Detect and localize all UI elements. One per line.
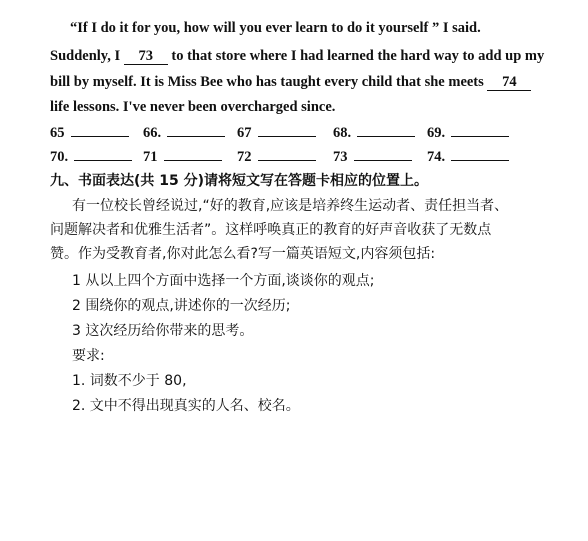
answer-slot: 69. [427,122,509,142]
answer-slot: 67 [237,122,316,142]
passage-line-3 [50,72,531,92]
answer-line [451,122,509,137]
prompt-line: 问题解决者和优雅生活者”。这样呼唤真正的教育的好声音收获了无数点 [50,222,492,238]
answer-line [74,146,132,161]
passage-line-4 [50,97,335,117]
prompt-line: 有一位校长曾经说过,“好的教育,应该是培养终生运动者、责任担当者、 [72,198,509,214]
answer-line [258,146,316,161]
requirement-item: 2. 文中不得出现真实的人名、校名。 [72,398,300,414]
answer-slot: 71 [143,146,222,166]
answer-line [258,122,316,137]
blank-73: 73 [124,48,168,65]
answer-slot: 68. [333,122,415,142]
answer-slot: 72 [237,146,316,166]
answer-line [167,122,225,137]
requirements-title: 要求: [72,348,105,364]
passage-line-1 [70,18,481,38]
passage-text: bill by myself. It is Miss Bee who has taught every child that she meets [50,74,484,90]
answer-slot: 73 [333,146,412,166]
answer-line [354,146,412,161]
answer-slot: 66. [143,122,225,142]
passage-text: Suddenly, I [50,48,121,64]
answer-line [357,122,415,137]
answer-row-2 [0,146,588,168]
prompt-line: 赞。作为受教育者,你对此怎么看?写一篇英语短文,内容须包括: [50,246,436,262]
content-point: 1 从以上四个方面中选择一个方面,谈谈你的观点; [72,273,375,289]
answer-row-1 [0,122,588,144]
passage-text: “If I do it for you, how will you ever learn to do it yourself ” I said. [70,20,481,36]
section-title: 九、书面表达(共 15 分)请将短文写在答题卡相应的位置上。 [50,173,429,189]
answer-slot: 74. [427,146,509,166]
answer-slot: 70. [50,146,132,166]
passage-text: life lessons. I've never been overcharged since. [50,99,336,115]
answer-line [451,146,509,161]
answer-line [71,122,129,137]
passage-line-2 [50,46,544,66]
content-point: 2 围绕你的观点,讲述你的一次经历; [72,298,291,314]
requirement-item: 1. 词数不少于 80, [72,373,187,389]
content-point: 3 这次经历给你带来的思考。 [72,323,254,339]
passage-text: to that store where I had learned the hard way to add up my [171,48,545,64]
answer-slot: 65 [50,122,129,142]
answer-line [164,146,222,161]
blank-74: 74 [487,74,531,91]
